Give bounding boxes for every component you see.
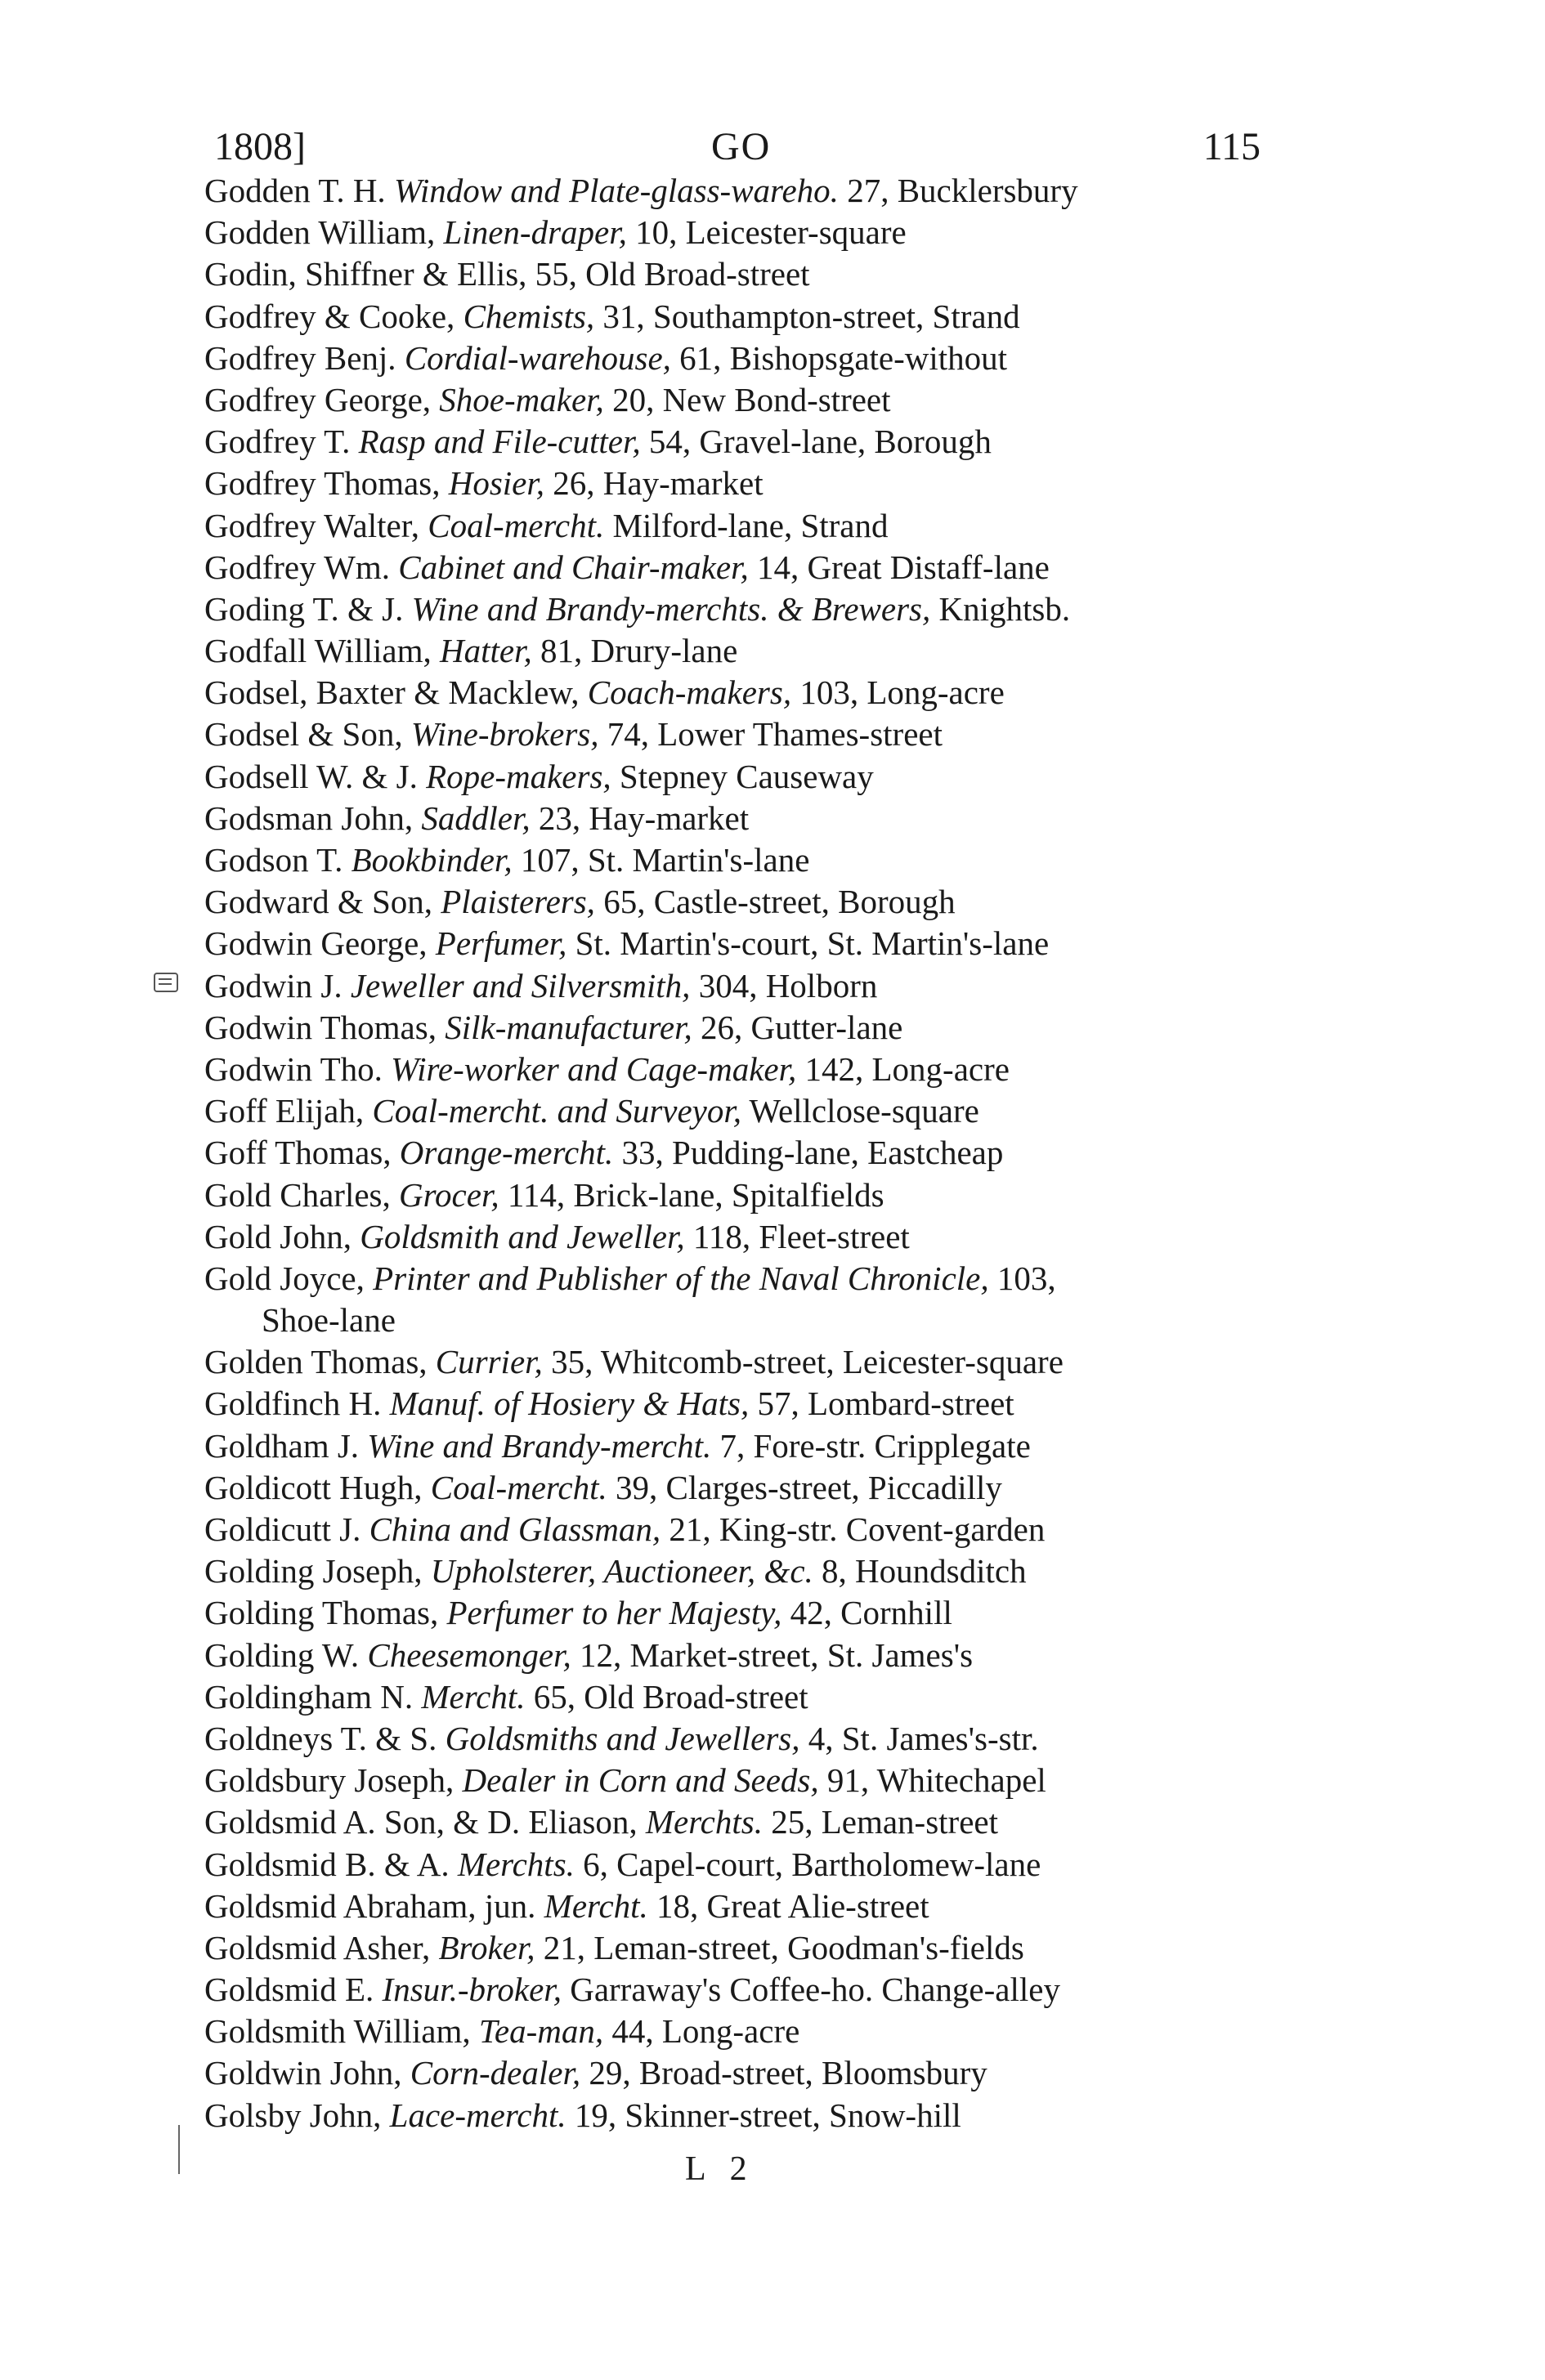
directory-entry: [204, 1007, 1300, 1049]
directory-entry: [204, 505, 1300, 547]
entry-name: Goldsmid Asher,: [204, 1928, 439, 1966]
entry-address: 42, Cornhill: [781, 1594, 952, 1632]
directory-entry: [204, 1886, 1300, 1927]
entry-trade: Corn-dealer,: [410, 2054, 581, 2092]
directory-entry: [204, 463, 1300, 504]
entry-trade: Perfumer to her Majesty,: [446, 1594, 782, 1632]
entry-trade: Chemists,: [463, 297, 595, 335]
directory-entry: [204, 1676, 1300, 1718]
entry-name: Goldingham N.: [204, 1677, 422, 1716]
entry-name: Golsby John,: [204, 2096, 390, 2134]
directory-entry: [204, 923, 1300, 964]
directory-entry: [204, 1341, 1300, 1383]
entry-name: Gold Charles,: [204, 1175, 399, 1214]
entry-name: Godwin J.: [204, 966, 351, 1004]
entry-trade: Mercht.: [544, 1886, 648, 1925]
directory-entry: [204, 253, 1300, 295]
directory-entry: [204, 170, 1300, 212]
entry-address: 74, Lower Thames-street: [598, 715, 943, 754]
directory-entry: [204, 1801, 1300, 1843]
entry-address: Milford-lane, Strand: [604, 506, 889, 544]
entry-trade: Goldsmith and Jeweller,: [360, 1217, 685, 1255]
entry-name: Goldsmid A. Son, & D. Eliason,: [204, 1803, 646, 1841]
entry-trade: Cordial-warehouse,: [404, 338, 671, 377]
entry-address: 26, Hay-market: [544, 464, 764, 503]
entry-name: Godwin Tho.: [204, 1049, 392, 1088]
entry-address: 33, Pudding-lane, Eastcheap: [613, 1134, 1004, 1172]
entry-address: 23, Hay-market: [530, 799, 750, 837]
entry-address: 10, Leicester-square: [626, 213, 907, 252]
entry-name: Goldwin John,: [204, 2054, 410, 2092]
entry-address: 57, Lombard-street: [749, 1385, 1014, 1423]
entry-address: 91, Whitechapel: [818, 1761, 1046, 1800]
directory-entry: [204, 798, 1300, 839]
entry-address: Garraway's Coffee-ho. Change-alley: [561, 1971, 1060, 2009]
page-number: 115: [1202, 125, 1261, 168]
entry-trade: Merchts.: [645, 1803, 763, 1841]
entry-address: 114, Brick-lane, Spitalfields: [499, 1175, 884, 1214]
entry-name: Gold John,: [204, 1217, 360, 1255]
entry-trade: Rasp and File-cutter,: [358, 423, 641, 461]
entry-address: 21, King-str. Covent-garden: [661, 1510, 1046, 1548]
entry-address: 304, Holborn: [690, 966, 878, 1004]
directory-entry: [204, 1969, 1300, 2011]
entry-address: 142, Long-acre: [796, 1049, 1010, 1088]
directory-entry: [204, 1216, 1300, 1258]
directory-entry: [204, 1844, 1300, 1886]
entry-trade: Orange-mercht.: [399, 1134, 614, 1172]
entry-name: Godfrey T.: [204, 423, 359, 461]
entry-trade: Hosier,: [448, 464, 545, 503]
margin-line: [178, 2125, 180, 2174]
entry-address: 27, Bucklersbury: [838, 172, 1078, 209]
directory-entry: [204, 1090, 1300, 1132]
entry-trade: Broker,: [438, 1928, 535, 1966]
entry-name: Godfall William,: [204, 632, 440, 670]
entry-address: Wellclose-square: [741, 1092, 979, 1130]
entry-trade: Rope-makers,: [426, 757, 611, 795]
header-year: 1808]: [214, 125, 306, 168]
directory-entry: [204, 2095, 1300, 2136]
entry-name: Goldham J.: [204, 1426, 368, 1465]
entry-name: Godden William,: [204, 213, 444, 252]
directory-entry: [204, 1383, 1300, 1425]
directory-entry: [204, 379, 1300, 421]
directory-entry: [204, 965, 1300, 1007]
entry-trade: Bookbinder,: [351, 841, 513, 879]
entry-address: 19, Skinner-street, Snow-hill: [566, 2096, 961, 2134]
directory-entry: [204, 421, 1300, 463]
entry-name: Goldsmid B. & A.: [204, 1845, 458, 1883]
entry-trade: Lace-mercht.: [389, 2096, 566, 2134]
entry-address: 65, Old Broad-street: [525, 1677, 808, 1716]
directory-entry: [204, 1425, 1300, 1467]
entry-name: Godsel, Baxter & Macklew,: [204, 673, 588, 712]
entry-address: 26, Gutter-lane: [692, 1008, 903, 1046]
entry-trade: Silk-manufacturer,: [445, 1008, 692, 1046]
entry-trade: Cabinet and Chair-maker,: [398, 548, 749, 586]
entry-trade: Jeweller and Silversmith,: [350, 966, 691, 1004]
directory-entry: [204, 1592, 1300, 1634]
entry-address: St. Martin's-court, St. Martin's-lane: [566, 924, 1050, 963]
entry-trade: Grocer,: [399, 1175, 499, 1214]
entry-trade: Plaisterers,: [441, 883, 595, 921]
entry-trade: Wine and Brandy-merchts. & Brewers,: [411, 589, 931, 628]
entry-name: Golding Thomas,: [204, 1594, 447, 1632]
entry-name: Godfrey Walter,: [204, 506, 428, 544]
directory-entry: [204, 1467, 1300, 1509]
directory-entry: [204, 714, 1300, 755]
entry-name: Goff Elijah,: [204, 1092, 373, 1130]
entry-address: 25, Leman-street: [762, 1803, 998, 1841]
entry-name: Godson T.: [204, 841, 352, 879]
directory-entry: [204, 1258, 1300, 1300]
directory-entry: [204, 2011, 1300, 2052]
entry-address: 118, Fleet-street: [684, 1217, 910, 1255]
running-header: [214, 123, 1261, 172]
entry-trade: Wine-brokers,: [410, 715, 599, 754]
entry-name: Godsell W. & J.: [204, 757, 427, 795]
entry-name: Goding T. & J.: [204, 589, 412, 628]
directory-entry: [204, 1550, 1300, 1592]
directory-entry: [204, 839, 1300, 881]
entry-trade: Coal-mercht. and Surveyor,: [372, 1092, 742, 1130]
entry-name: Godward & Son,: [204, 883, 441, 921]
directory-entry: [204, 1509, 1300, 1550]
entry-address: Knightsb.: [930, 589, 1071, 628]
entry-name: Goldsbury Joseph,: [204, 1761, 463, 1800]
directory-entry: [204, 1174, 1300, 1216]
entry-address: 8, Houndsditch: [813, 1552, 1027, 1590]
directory-entry: [204, 756, 1300, 798]
directory-entry: [204, 881, 1300, 923]
entry-trade: Hatter,: [439, 632, 532, 670]
entry-trade: Tea-man,: [478, 2012, 604, 2051]
entry-name: Godwin George,: [204, 924, 436, 963]
entry-trade: Mercht.: [421, 1677, 526, 1716]
entry-address: 4, St. James's-str.: [799, 1719, 1039, 1757]
signature-mark: L 2: [685, 2150, 755, 2188]
entry-name: Goldsmid E.: [204, 1971, 383, 2009]
entry-address: 6, Capel-court, Bartholomew-lane: [574, 1845, 1041, 1883]
entry-trade: Window and Plate-glass-wareho.: [393, 172, 839, 209]
entry-name: Golden Thomas,: [204, 1343, 436, 1381]
entry-name: Goldfinch H.: [204, 1385, 390, 1423]
directory-entry: [204, 1635, 1300, 1676]
entry-name: Godsel & Son,: [204, 715, 411, 754]
entry-name: Goldicott Hugh,: [204, 1468, 431, 1506]
entry-name: Godfrey George,: [204, 380, 440, 418]
entry-address: 81, Drury-lane: [531, 632, 738, 670]
entry-address: 103, Long-acre: [791, 673, 1005, 712]
entry-trade: Printer and Publisher of the Naval Chronicle,: [373, 1259, 989, 1297]
entry-name: Goldneys T. & S.: [204, 1719, 446, 1757]
entry-trade: Currier,: [435, 1343, 543, 1381]
entry-address: 61, Bishopsgate-without: [670, 338, 1008, 377]
entry-trade: Manuf. of Hosiery & Hats,: [389, 1385, 750, 1423]
entry-name: Godfrey Thomas,: [204, 464, 449, 503]
entry-name: Godfrey Benj.: [204, 338, 405, 377]
entry-address: 7, Fore-str. Cripplegate: [711, 1426, 1031, 1465]
directory-entry: [204, 1760, 1300, 1801]
entry-address: 21, Leman-street, Goodman's-fields: [535, 1928, 1024, 1966]
header-section: GO: [711, 125, 772, 168]
margin-note-icon: [154, 973, 178, 992]
entry-name: Godin, Shiffner & Ellis, 55, Old Broad-street: [204, 255, 810, 293]
entry-trade: Cheesemonger,: [367, 1635, 571, 1674]
directory-entry: [204, 296, 1300, 338]
entry-trade: Saddler,: [421, 799, 531, 837]
directory-entry: [204, 338, 1300, 379]
entry-trade: Merchts.: [457, 1845, 575, 1883]
entry-name: Golding W.: [204, 1635, 368, 1674]
directory-entry: [204, 1718, 1300, 1760]
directory-entry: [204, 1927, 1300, 1969]
entry-trade: Coach-makers,: [587, 673, 792, 712]
entry-name: Golding Joseph,: [204, 1552, 431, 1590]
entry-name: Godsman John,: [204, 799, 422, 837]
entry-trade: Coal-mercht.: [428, 506, 605, 544]
entry-address: 103,: [988, 1259, 1056, 1297]
entry-trade: Shoe-maker,: [439, 380, 604, 418]
entry-address: 35, Whitcomb-street, Leicester-square: [542, 1343, 1064, 1381]
entry-trade: Wine and Brandy-mercht.: [367, 1426, 712, 1465]
entry-name: Godden T. H.: [204, 172, 394, 209]
directory-entry: [204, 212, 1300, 253]
entry-name: Goff Thomas,: [204, 1134, 400, 1172]
entry-address: 65, Castle-street, Borough: [594, 883, 956, 921]
directory-entry: [204, 547, 1300, 588]
entry-address: Stepney Causeway: [611, 757, 874, 795]
directory-entries: [204, 170, 1300, 2136]
entry-name: Gold Joyce,: [204, 1259, 374, 1297]
directory-entry: [204, 1300, 1300, 1341]
entry-trade: Insur.-broker,: [382, 1971, 562, 2009]
entry-address: 20, New Bond-street: [603, 380, 891, 418]
entry-trade: Goldsmiths and Jewellers,: [445, 1719, 800, 1757]
entry-trade: Wire-worker and Cage-maker,: [391, 1049, 797, 1088]
entry-name: Goldsmid Abraham, jun.: [204, 1886, 544, 1925]
directory-entry: [204, 672, 1300, 714]
entry-address: 54, Gravel-lane, Borough: [640, 423, 992, 461]
entry-address: 107, St. Martin's-lane: [512, 841, 810, 879]
entry-trade: China and Glassman,: [369, 1510, 661, 1548]
entry-address: 14, Great Distaff-lane: [748, 548, 1050, 586]
directory-entry: [204, 630, 1300, 672]
entry-name: Goldsmith William,: [204, 2012, 479, 2051]
entry-address: 31, Southampton-street, Strand: [594, 297, 1020, 335]
entry-trade: Coal-mercht.: [430, 1468, 607, 1506]
entry-address: 18, Great Alie-street: [647, 1886, 929, 1925]
entry-trade: Upholsterer, Auctioneer, &c.: [430, 1552, 813, 1590]
directory-entry: [204, 1132, 1300, 1174]
entry-address: 44, Long-acre: [603, 2012, 800, 2051]
entry-name: Goldicutt J.: [204, 1510, 369, 1548]
entry-address: 39, Clarges-street, Piccadilly: [607, 1468, 1002, 1506]
entry-trade: Linen-draper,: [443, 213, 627, 252]
entry-name: Godwin Thomas,: [204, 1008, 446, 1046]
entry-name: Godfrey & Cooke,: [204, 297, 464, 335]
entry-address: 29, Broad-street, Bloomsbury: [580, 2054, 987, 2092]
directory-entry: [204, 588, 1300, 630]
directory-entry: [204, 1049, 1300, 1090]
directory-entry: [204, 2052, 1300, 2094]
entry-trade: Perfumer,: [435, 924, 567, 963]
entry-name: Shoe-lane: [262, 1301, 396, 1340]
entry-trade: Dealer in Corn and Seeds,: [462, 1761, 819, 1800]
entry-name: Godfrey Wm.: [204, 548, 399, 586]
entry-address: 12, Market-street, St. James's: [571, 1635, 974, 1674]
